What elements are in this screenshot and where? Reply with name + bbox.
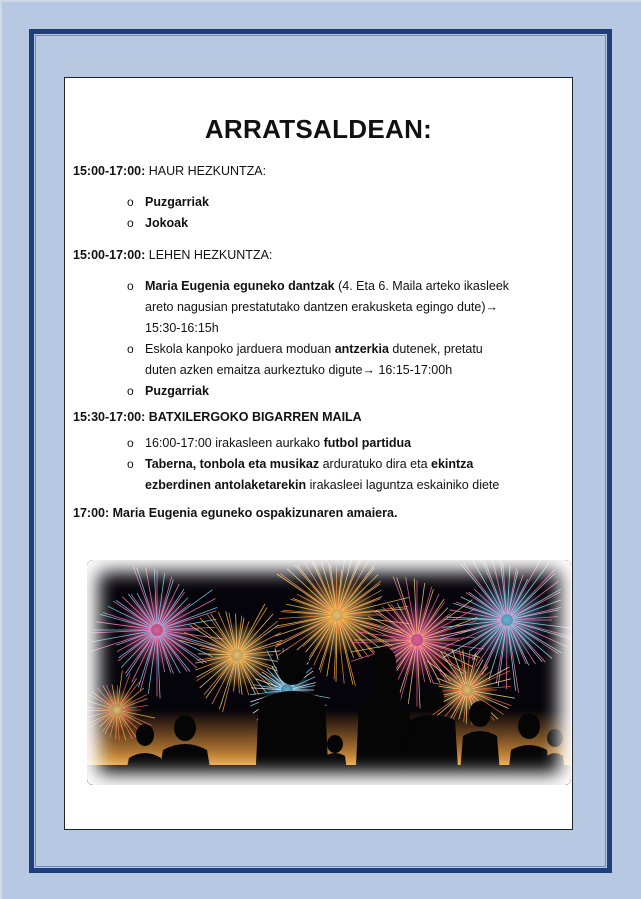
item-text: (4. Eta 6. Maila arteko ikasleek: [334, 279, 510, 293]
section-haur-hezkuntza: [73, 164, 266, 178]
section-batxilergoa: [73, 410, 362, 424]
list-item: [127, 433, 555, 454]
section-name: BATXILERGOKO BIGARREN MAILA: [148, 410, 362, 424]
item-text: Eskola kanpoko jarduera moduan: [145, 342, 335, 356]
fireworks-image: [87, 560, 571, 785]
list-item: [127, 213, 555, 234]
list-item: [127, 276, 555, 339]
item-bold: Taberna, tonbola eta musikaz: [145, 457, 320, 471]
fireworks-photo: [87, 560, 571, 785]
list-item: [127, 454, 555, 496]
item-bold: antzerkia: [334, 342, 389, 356]
item-bold: Maria Eugenia eguneko dantzak: [145, 279, 335, 293]
item-line: [145, 276, 555, 297]
document-page: [64, 77, 573, 830]
bullet-icon: o: [127, 384, 134, 398]
list-item: [127, 339, 555, 381]
bullet-icon: o: [127, 279, 134, 293]
section-name: HAUR HEZKUNTZA:: [148, 164, 267, 178]
bullet-icon: o: [127, 195, 134, 209]
item-bold: Puzgarriak: [145, 384, 209, 398]
item-line: [145, 475, 555, 496]
item-line: [145, 454, 555, 475]
bullet-icon: o: [127, 457, 134, 471]
section-time: 15:00-17:00:: [73, 164, 146, 178]
page-title: ARRATSALDEAN:: [204, 114, 433, 144]
item-bold: Puzgarriak: [145, 195, 209, 209]
item-text: irakasleei laguntza eskainiko diete: [306, 478, 500, 492]
item-bold: Jokoak: [145, 216, 189, 230]
item-text: arduratuko dira eta: [319, 457, 431, 471]
list-item: [127, 192, 555, 213]
bullet-icon: o: [127, 342, 134, 356]
closing-line: 17:00: Maria Eugenia eguneko ospakizunaren amaiera.: [73, 506, 398, 520]
bullet-icon: o: [127, 436, 134, 450]
section-lehen-hezkuntza: [73, 248, 272, 262]
item-bold: ezberdinen antolaketarekin: [145, 478, 307, 492]
item-text: 16:00-17:00 irakasleen aurkako: [145, 436, 324, 450]
item-line: 15:30-16:15h: [145, 321, 219, 335]
item-bold: ekintza: [431, 457, 474, 471]
item-text: dutenek, pretatu: [388, 342, 483, 356]
item-line: duten azken emaitza aurkeztuko digute→ 16:15-17:00h: [145, 363, 453, 377]
item-bold: futbol partidua: [323, 436, 412, 450]
section-time: 15:30-17:00:: [73, 410, 146, 424]
item-line: areto nagusian prestatutako dantzen erakusketa egingo dute)→: [145, 300, 499, 314]
bullet-icon: o: [127, 216, 134, 230]
section-name: LEHEN HEZKUNTZA:: [148, 248, 273, 262]
list-item: [127, 381, 555, 402]
item-line: [145, 339, 555, 360]
section-time: 15:00-17:00:: [73, 248, 146, 262]
